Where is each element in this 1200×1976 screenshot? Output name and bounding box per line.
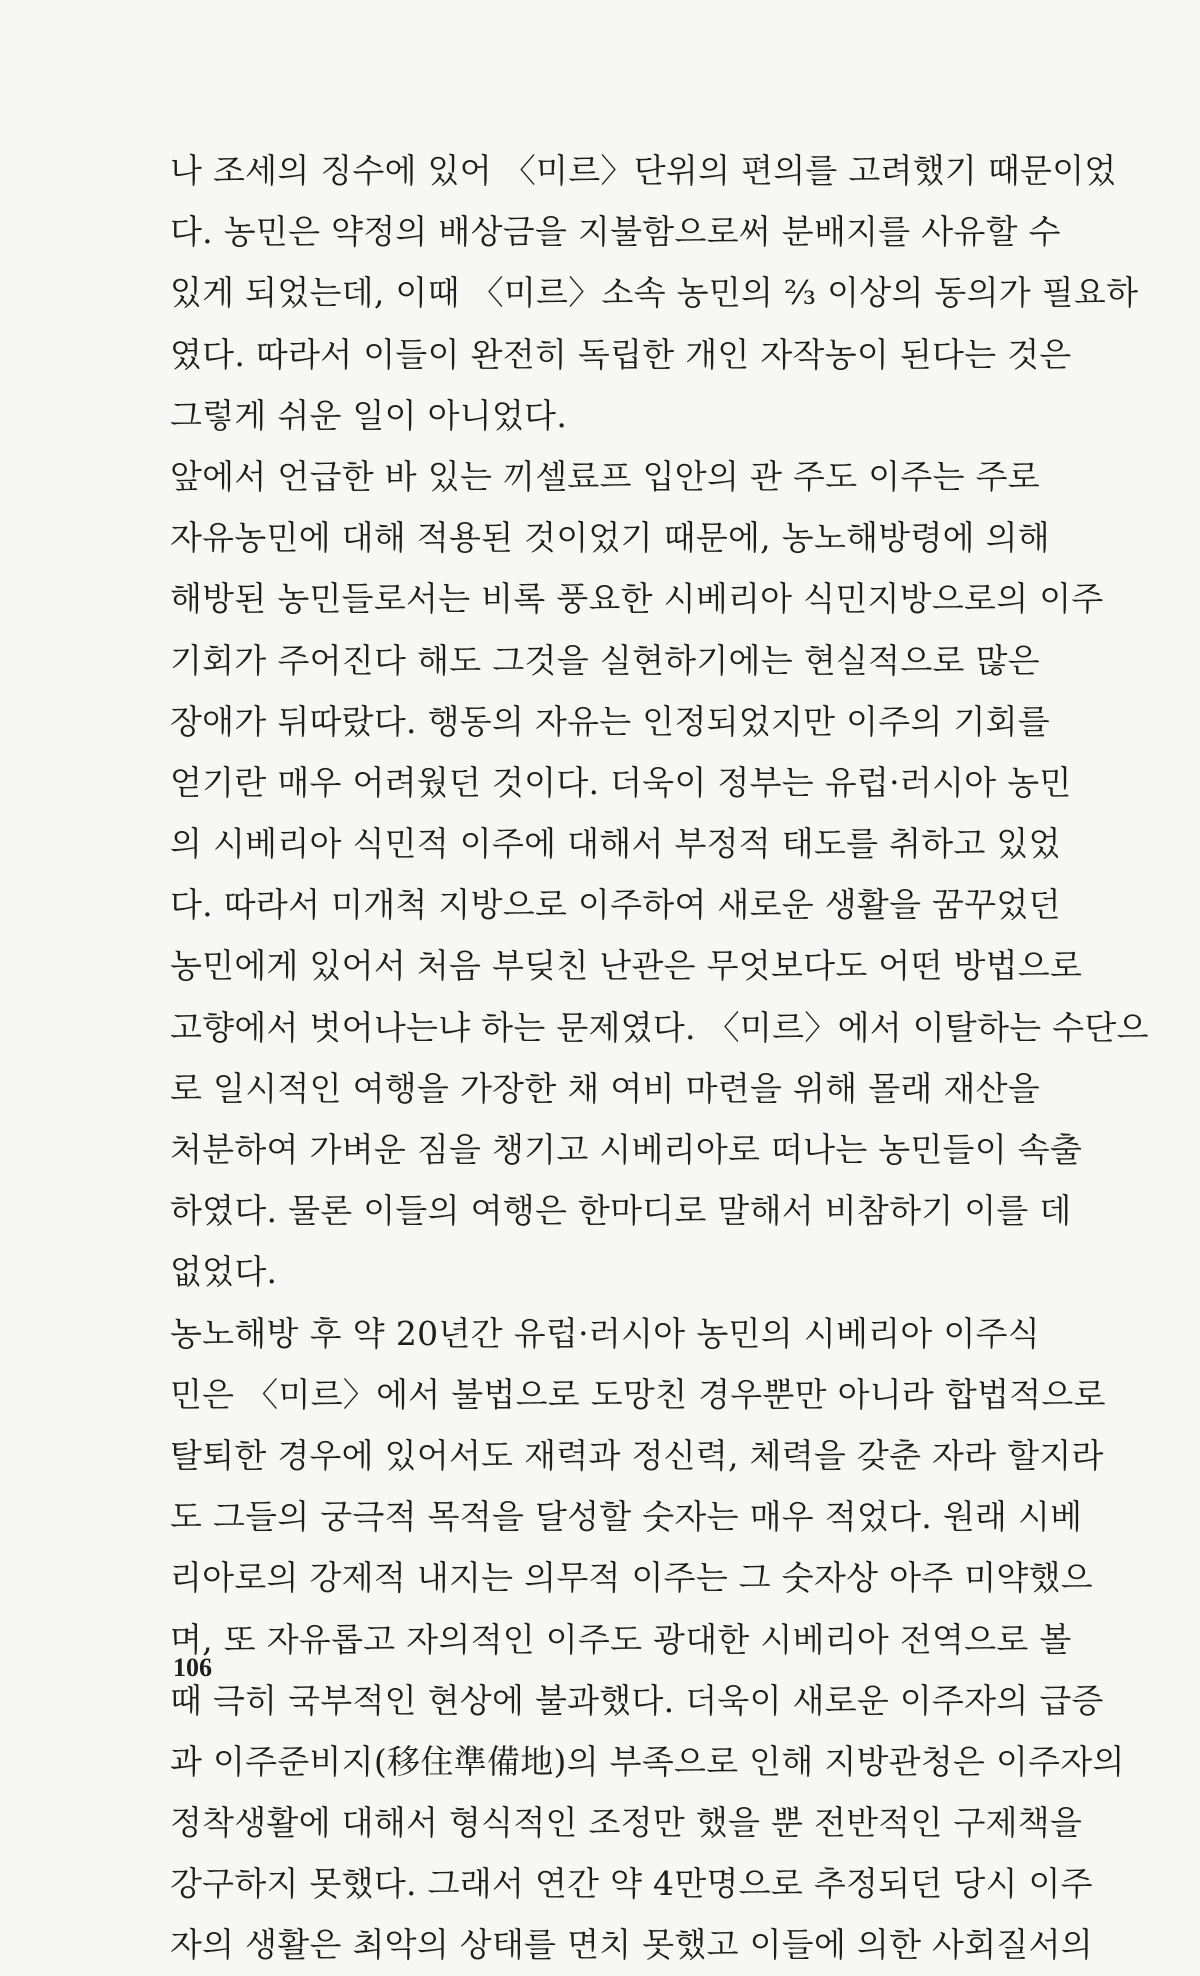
text-line: 과 이주준비지(移住準備地)의 부족으로 인해 지방관청은 이주자의 <box>170 1741 1125 1781</box>
text-line: 해방된 농민들로서는 비록 풍요한 시베리아 식민지방으로의 이주 <box>170 579 1104 619</box>
text-line: 처분하여 가벼운 짐을 챙기고 시베리아로 떠나는 농민들이 속출 <box>170 1130 1083 1169</box>
text-line: 농노해방 후 약 20년간 유럽·러시아 농민의 시베리아 이주식 <box>170 1313 1040 1353</box>
text-line: 자의 생활은 최악의 상태를 면치 못했고 이들에 의한 사회질서의 <box>170 1925 1093 1965</box>
text-line: 탈퇴한 경우에 있어서도 재력과 정신력, 체력을 갖춘 자라 할지라 <box>170 1435 1104 1475</box>
text-line: 그렇게 쉬운 일이 아니었다. <box>170 395 568 435</box>
text-line: 나 조세의 징수에 있어 〈미르〉단위의 편의를 고려했기 때문이었 <box>170 151 1117 190</box>
text-line: 없었다. <box>170 1252 278 1292</box>
text-line: 정착생활에 대해서 형식적인 조정만 했을 뿐 전반적인 구제책을 <box>170 1803 1083 1843</box>
text-line: 며, 또 자유롭고 자의적인 이주도 광대한 시베리아 전역으로 볼 <box>170 1619 1072 1659</box>
text-line: 있게 되었는데, 이때 〈미르〉소속 농민의 ⅔ 이상의 동의가 필요하 <box>170 273 1139 313</box>
text-line: 로 일시적인 여행을 가장한 채 여비 마련을 위해 몰래 재산을 <box>170 1068 1040 1108</box>
text-line: 하였다. 물론 이들의 여행은 한마디로 말해서 비참하기 이를 데 <box>170 1191 1072 1231</box>
text-line: 농민에게 있어서 처음 부딪친 난관은 무엇보다도 어떤 방법으로 <box>170 946 1083 986</box>
text-line: 다. 따라서 미개척 지방으로 이주하여 새로운 생활을 꿈꾸었던 <box>170 885 1061 925</box>
text-line: 의 시베리아 식민적 이주에 대해서 부정적 태도를 취하고 있었 <box>170 824 1061 864</box>
body-text <box>170 140 1149 1976</box>
text-line: 도 그들의 궁극적 목적을 달성할 숫자는 매우 적었다. 원래 시베 <box>170 1497 1083 1537</box>
text-line: 앞에서 언급한 바 있는 끼셀료프 입안의 관 주도 이주는 주로 <box>170 456 1040 496</box>
text-line: 얻기란 매우 어려웠던 것이다. 더욱이 정부는 유럽·러시아 농민 <box>170 762 1072 802</box>
text-line: 리아로의 강제적 내지는 의무적 이주는 그 숫자상 아주 미약했으 <box>170 1558 1093 1598</box>
text-line: 였다. 따라서 이들이 완전히 독립한 개인 자작농이 된다는 것은 <box>170 334 1072 374</box>
text-line: 민은 〈미르〉에서 불법으로 도망친 경우뿐만 아니라 합법적으로 <box>170 1374 1106 1414</box>
text-line: 기회가 주어진다 해도 그것을 실현하기에는 현실적으로 많은 <box>170 640 1040 680</box>
text-line: 다. 농민은 약정의 배상금을 지불함으로써 분배지를 사유할 수 <box>170 212 1061 252</box>
text-line: 장애가 뒤따랐다. 행동의 자유는 인정되었지만 이주의 기회를 <box>170 701 1050 741</box>
text-line: 강구하지 못했다. 그래서 연간 약 4만명으로 추정되던 당시 이주 <box>170 1864 1093 1904</box>
text-line: 고향에서 벗어나는냐 하는 문제였다. 〈미르〉에서 이탈하는 수단으 <box>170 1007 1149 1047</box>
text-line: 때 극히 국부적인 현상에 불과했다. 더욱이 새로운 이주자의 급증 <box>170 1680 1104 1720</box>
text-line: 자유농민에 대해 적용된 것이었기 때문에, 농노해방령에 의해 <box>170 518 1050 558</box>
page-number: 106 <box>173 1653 212 1682</box>
